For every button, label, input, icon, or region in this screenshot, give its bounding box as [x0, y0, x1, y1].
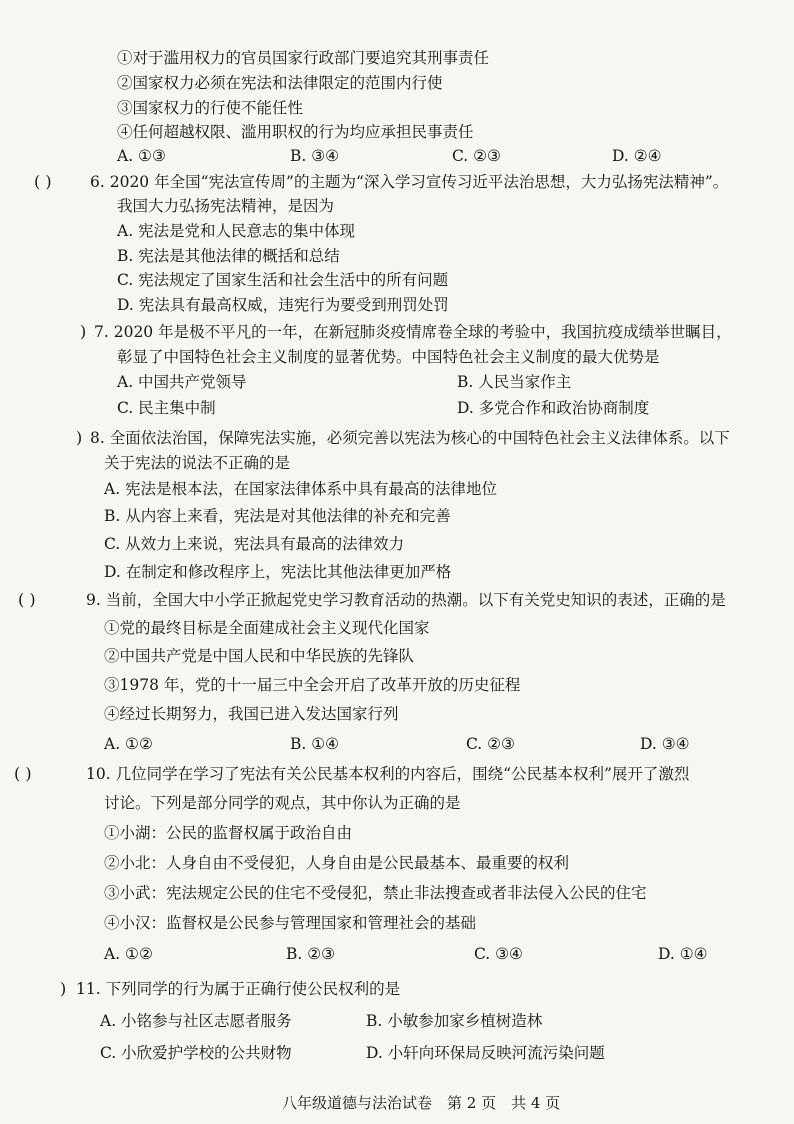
- q10-answer-paren: ( ): [14, 764, 32, 783]
- q10-statement-2: ②小北：人身自由不受侵犯，人身自由是公民最基本、最重要的权利: [104, 854, 570, 872]
- q8-stem-line-1: 8. 全面依法治国，保障宪法实施，必须完善以宪法为核心的中国特色社会主义法律体系。以下: [90, 429, 730, 447]
- q11-stem-line-1: 11. 下列同学的行为属于正确行使公民权利的是: [76, 980, 401, 998]
- q5-statement-3: ③国家权力的行使不能任性: [117, 99, 304, 117]
- q9-option-b: B. ①④: [290, 735, 340, 753]
- q8-option-a: A. 宪法是根本法，在国家法律体系中具有最高的法律地位: [104, 480, 498, 498]
- q5-option-b: B. ③④: [290, 147, 340, 165]
- q9-option-a: A. ①②: [104, 735, 153, 753]
- q9-stem-line-1: 9. 当前，全国大中小学正掀起党史学习教育活动的热潮。以下有关党史知识的表述，正确的是: [86, 591, 726, 609]
- q6-stem-line-2: 我国大力弘扬宪法精神，是因为: [117, 197, 335, 215]
- q9-statement-3: ③1978 年，党的十一届三中全会开启了改革开放的历史征程: [104, 676, 521, 694]
- q9-statement-2: ②中国共产党是中国人民和中华民族的先锋队: [104, 647, 415, 665]
- q10-stem-line-2: 讨论。下列是部分同学的观点，其中你认为正确的是: [104, 794, 461, 812]
- q11-option-c: C. 小欣爱护学校的公共财物: [100, 1044, 292, 1062]
- q8-option-c: C. 从效力上来说，宪法具有最高的法律效力: [104, 535, 405, 553]
- q10-option-b: B. ②③: [286, 945, 336, 963]
- q8-option-b: B. 从内容上来看，宪法是对其他法律的补充和完善: [104, 507, 451, 525]
- q5-option-d: D. ②④: [612, 147, 662, 165]
- q6-option-d: D. 宪法具有最高权威，违宪行为要受到刑罚处罚: [117, 296, 449, 314]
- q9-answer-paren: ( ): [18, 590, 36, 609]
- q10-stem-line-1: 10. 几位同学在学习了宪法有关公民基本权利的内容后，围绕“公民基本权利”展开了激烈: [86, 765, 690, 783]
- q8-answer-paren: ): [76, 428, 83, 447]
- q10-statement-3: ③小武：宪法规定公民的住宅不受侵犯，禁止非法搜查或者非法侵入公民的住宅: [104, 884, 647, 902]
- q7-answer-paren: ): [80, 322, 87, 341]
- q5-option-a: A. ①③: [117, 147, 166, 165]
- q5-statement-2: ②国家权力必须在宪法和法律限定的范围内行使: [117, 74, 443, 92]
- q9-statement-4: ④经过长期努力，我国已进入发达国家行列: [104, 705, 399, 723]
- q10-statement-1: ①小湖：公民的监督权属于政治自由: [104, 824, 353, 842]
- q5-statement-1: ①对于滥用权力的官员国家行政部门要追究其刑事责任: [117, 49, 490, 67]
- q11-answer-paren: ): [60, 979, 67, 998]
- q6-option-c: C. 宪法规定了国家生活和社会生活中的所有问题: [117, 271, 449, 289]
- q10-statement-4: ④小汉：监督权是公民参与管理国家和管理社会的基础: [104, 914, 477, 932]
- q8-option-d: D. 在制定和修改程序上，宪法比其他法律更加严格: [104, 563, 452, 581]
- q6-stem-line-1: 6. 2020 年全国“宪法宣传周”的主题为“深入学习宣传习近平法治思想，大力弘扬宪法精神”。: [90, 173, 729, 191]
- q7-option-d: D. 多党合作和政治协商制度: [457, 399, 650, 417]
- q11-option-d: D. 小轩向环保局反映河流污染问题: [366, 1044, 605, 1062]
- q9-option-c: C. ②③: [466, 735, 515, 753]
- q6-option-a: A. 宪法是党和人民意志的集中体现: [117, 222, 356, 240]
- q6-option-b: B. 宪法是其他法律的概括和总结: [117, 247, 340, 265]
- q7-option-a: A. 中国共产党领导: [117, 373, 247, 391]
- q10-option-c: C. ③④: [474, 945, 523, 963]
- q7-option-b: B. 人民当家作主: [457, 373, 572, 391]
- q5-option-c: C. ②③: [452, 147, 501, 165]
- q10-option-d: D. ①④: [658, 945, 708, 963]
- q8-stem-line-2: 关于宪法的说法不正确的是: [104, 454, 291, 472]
- q9-option-d: D. ③④: [640, 735, 690, 753]
- q11-option-b: B. 小敏参加家乡植树造林: [366, 1012, 543, 1030]
- q7-stem-line-2: 彰显了中国特色社会主义制度的显著优势。中国特色社会主义制度的最大优势是: [117, 348, 660, 366]
- q7-stem-line-1: 7. 2020 年是极不平凡的一年，在新冠肺炎疫情席卷全球的考验中，我国抗疫成绩举世瞩目，: [94, 323, 732, 341]
- q9-statement-1: ①党的最终目标是全面建成社会主义现代化国家: [104, 619, 430, 637]
- q7-option-c: C. 民主集中制: [117, 399, 216, 417]
- q11-option-a: A. 小铭参与社区志愿者服务: [100, 1012, 292, 1030]
- q6-answer-paren: ( ): [34, 172, 52, 191]
- q10-option-a: A. ①②: [104, 945, 153, 963]
- q5-statement-4: ④任何超越权限、滥用职权的行为均应承担民事责任: [117, 123, 474, 141]
- page-footer: 八年级道德与法治试卷 第 2 页 共 4 页: [282, 1094, 561, 1112]
